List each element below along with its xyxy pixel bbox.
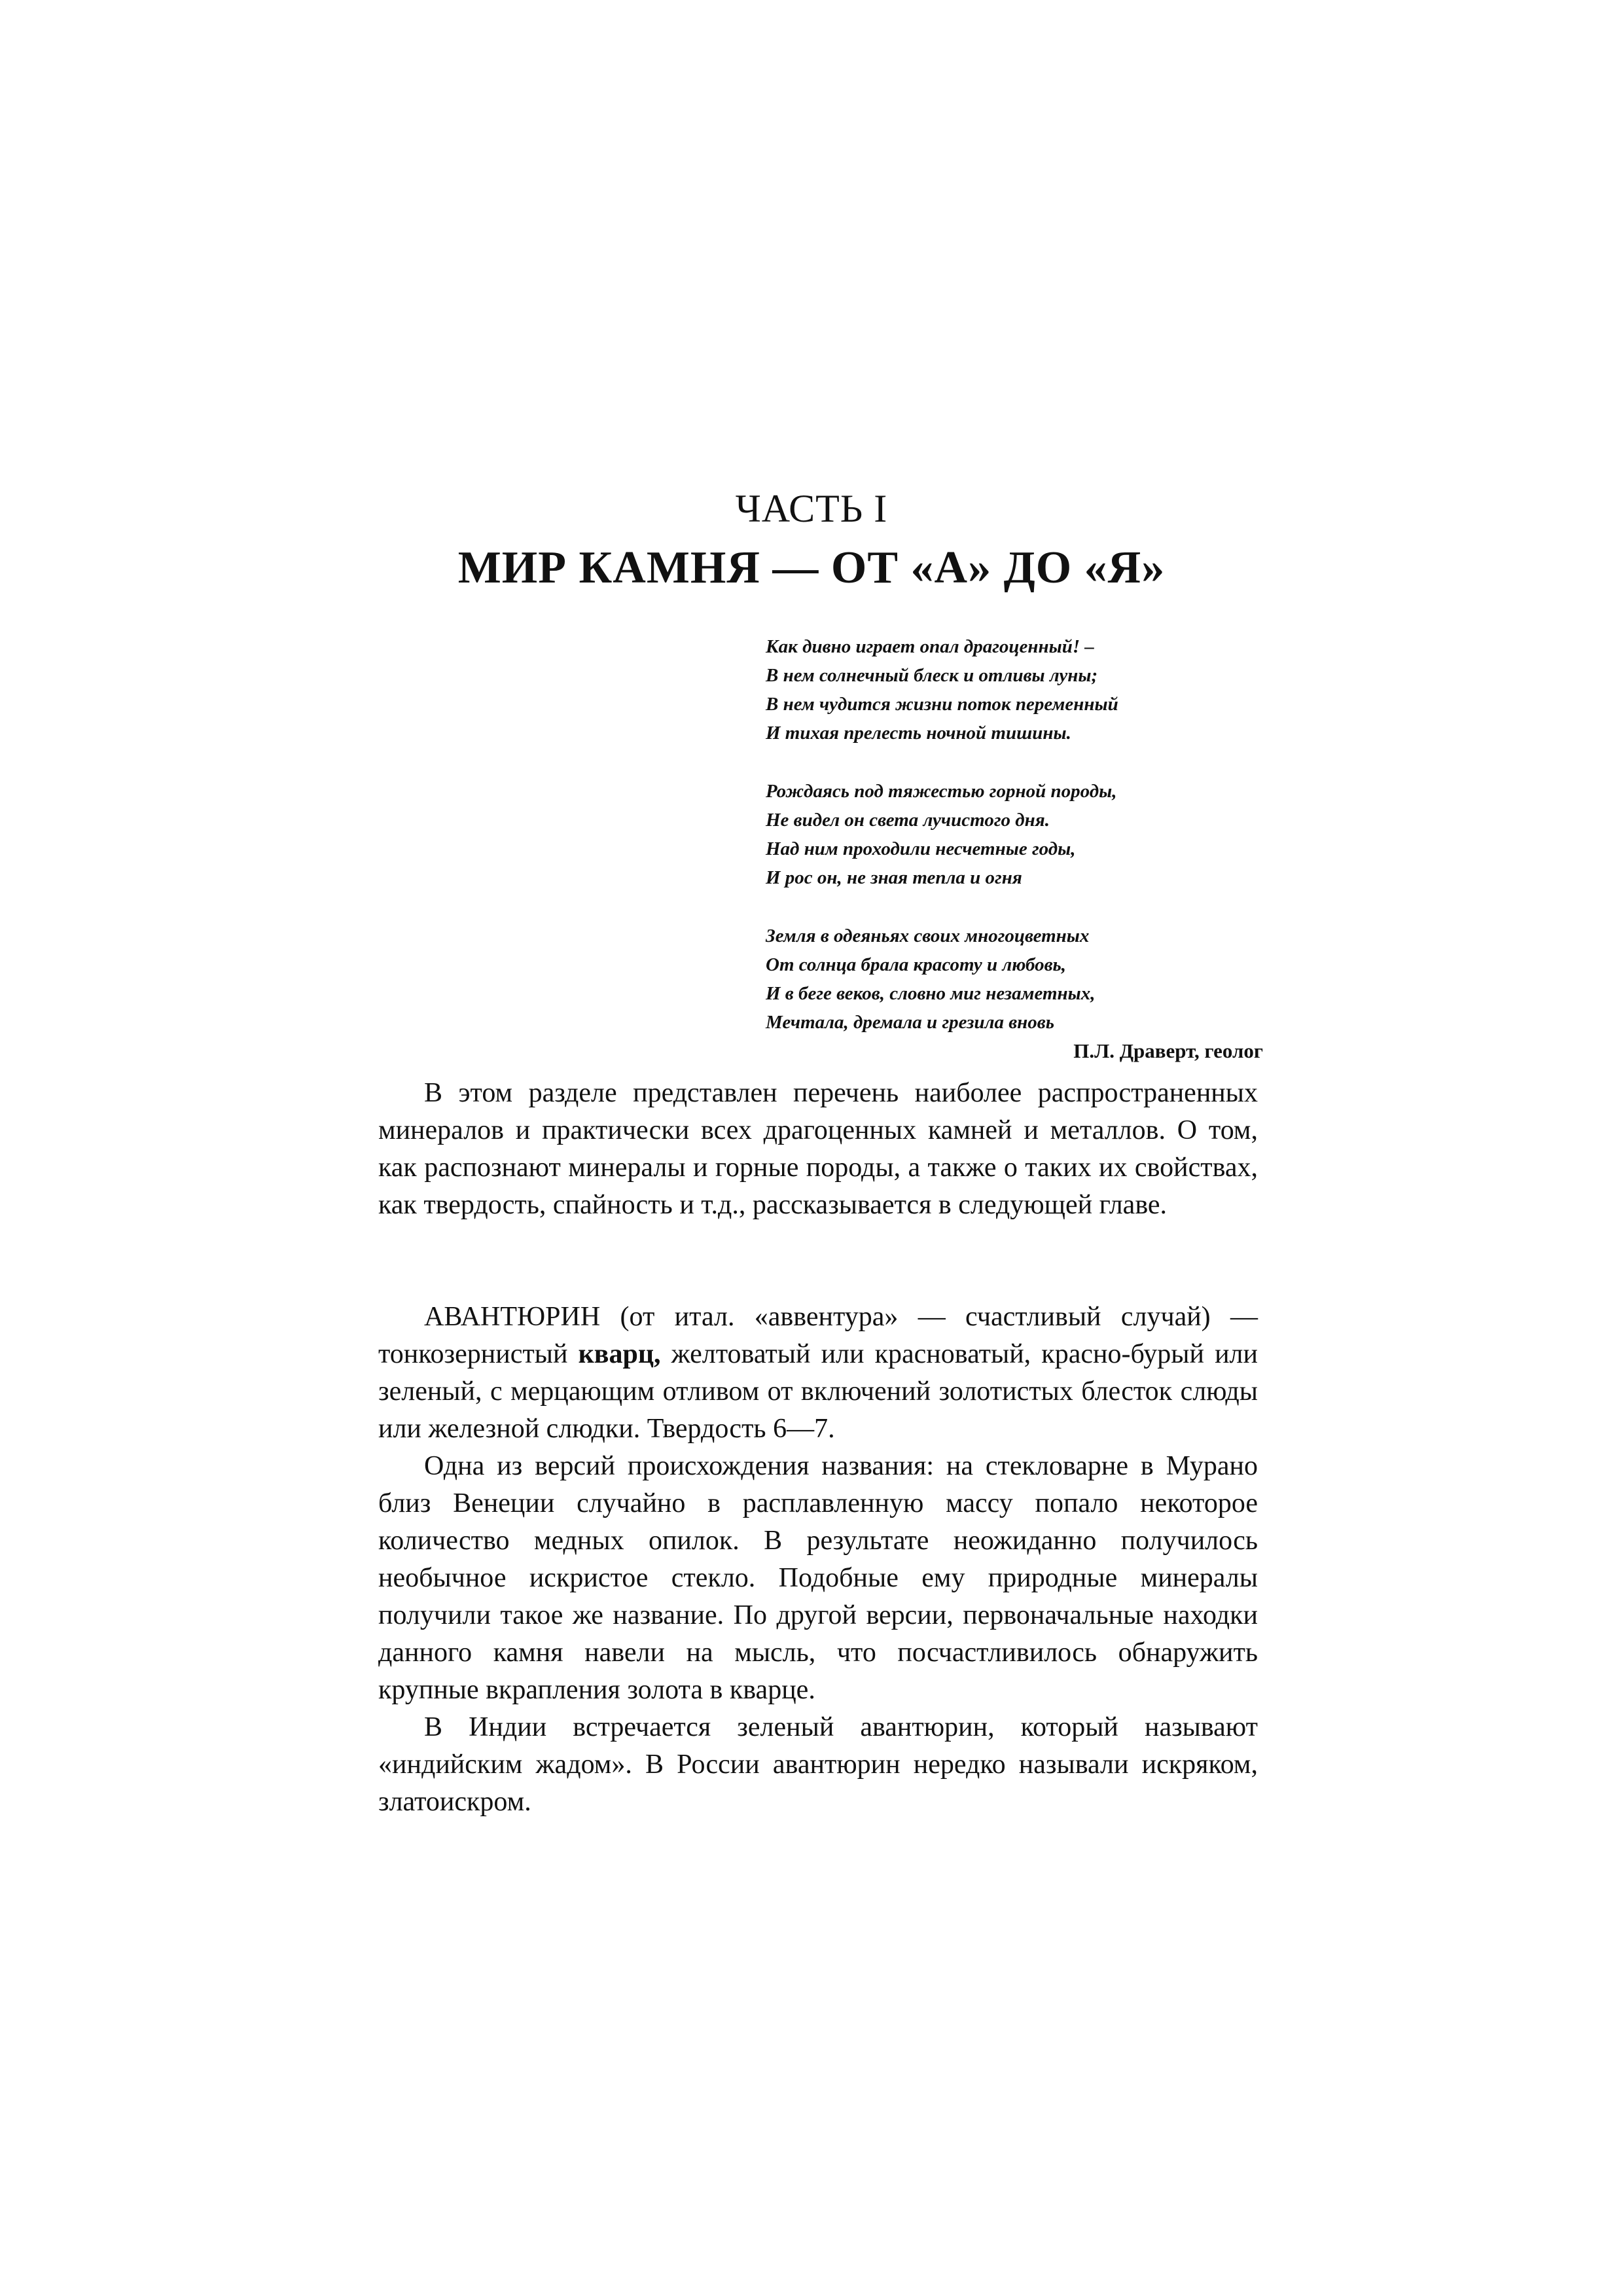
poem-line: Земля в одеяньях своих многоцветных [766, 925, 1090, 946]
entry-paragraph [378, 1299, 1258, 1448]
epigraph-stanza [766, 922, 1263, 1037]
entry-text: желтоватый или красноватый, красно-бурый или зеленый, с мерцающим отливом от включений золотистых блесток слюды или железной слюдки. Твердость 6—7. [378, 1339, 1258, 1444]
intro-paragraph: В этом разделе представлен перечень наиболее распространенных минералов и практически всех драгоценных камней и металлов. О том, как распознают минералы и горные породы, а также о таких их свойствах, как твердость, спайность и т.д., рассказывается в следующей главе. [378, 1078, 1258, 1220]
poem-line: От солнца брала красоту и любовь, [766, 954, 1067, 975]
body-text [378, 1075, 1258, 1821]
epigraph-author: П.Л. Драверт, геолог [1073, 1039, 1263, 1062]
epigraph [766, 632, 1263, 1066]
poem-line: Как дивно играет опал драгоценный! – [766, 636, 1094, 657]
poem-line: Рождаясь под тяжестью горной породы, [766, 781, 1117, 802]
entry-text: (от итал. «аввентура» — счастливый случай) — тонкозернистый [378, 1302, 1258, 1369]
entry-bold-term: кварц, [578, 1339, 661, 1369]
poem-line: И рос он, не зная тепла и огня [766, 867, 1022, 888]
epigraph-stanza [766, 632, 1263, 747]
poem-line: И в беге веков, словно миг незаметных, [766, 983, 1096, 1004]
poem-line: Мечтала, дремала и грезила вновь [766, 1012, 1054, 1033]
epigraph-stanza [766, 777, 1263, 892]
body-paragraph: В Индии встречается зеленый авантюрин, который называют «индийским жадом». В России авантюрин нередко называли искряком, златоискром. [378, 1712, 1258, 1817]
poem-line: Над ним проходили несчетные годы, [766, 838, 1076, 859]
entry-term: АВАНТЮРИН [424, 1302, 601, 1332]
body-paragraph: Одна из версий происхождения названия: на стекловарне в Мурано близ Венеции случайно в расплавленную массу попало некоторое количество медных опилок. В результате неожиданно получилось необычное искристое стекло. Подобные ему природные минералы получили такое же название. По другой версии, первоначальные находки данного камня навели на мысль, что посчастливилось обнаружить крупные вкрапления золота в кварце. [378, 1451, 1258, 1705]
part-label: ЧАСТЬ I [735, 487, 888, 530]
part-title: МИР КАМНЯ — ОТ «А» ДО «Я» [457, 543, 1166, 593]
poem-line: Не видел он света лучистого дня. [766, 810, 1050, 831]
poem-line: И тихая прелесть ночной тишины. [766, 723, 1071, 744]
poem-line: В нем чудится жизни поток переменный [766, 694, 1118, 715]
poem-line: В нем солнечный блеск и отливы луны; [766, 665, 1098, 686]
